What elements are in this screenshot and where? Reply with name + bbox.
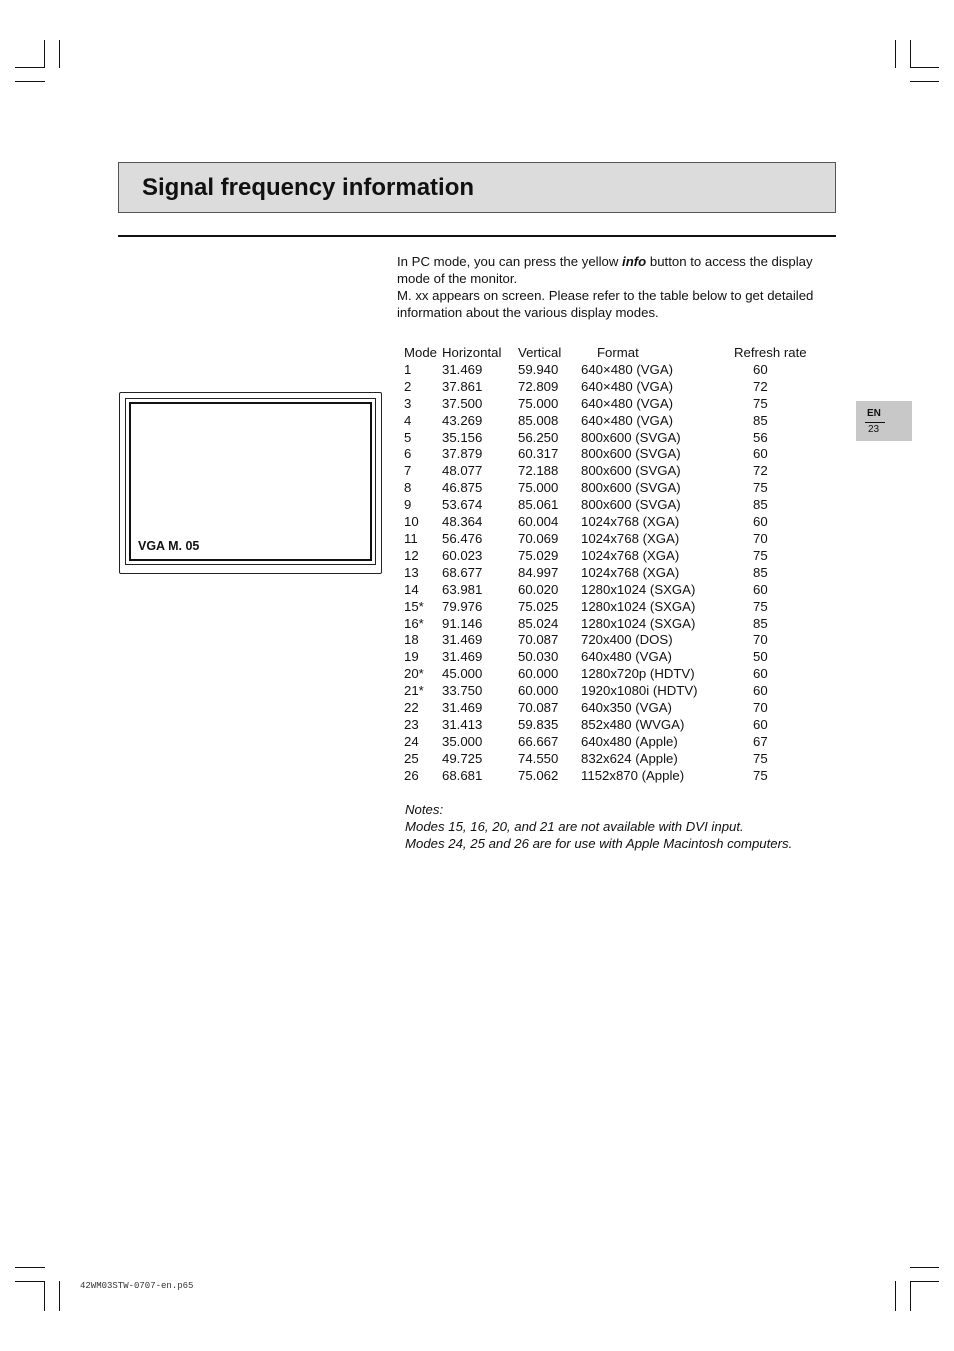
table-cell: 2 xyxy=(404,378,412,394)
table-cell: 68.677 xyxy=(442,564,483,580)
table-cell: 800x600 (SVGA) xyxy=(581,497,681,513)
column-header: Format xyxy=(597,345,639,360)
table-cell: 640×480 (VGA) xyxy=(581,361,674,377)
table-cell: 48.077 xyxy=(442,463,483,479)
table-row xyxy=(402,514,833,531)
table-cell: 832x624 (Apple) xyxy=(581,750,678,766)
table-cell: 48.364 xyxy=(442,514,483,530)
table-cell: 1024x768 (XGA) xyxy=(581,564,680,580)
table-row xyxy=(402,599,833,616)
title-box xyxy=(118,162,836,213)
table-cell: 19 xyxy=(404,649,419,665)
table-cell: 31.469 xyxy=(442,700,483,716)
table-cell: 63.981 xyxy=(442,581,483,597)
table-cell: 6 xyxy=(404,446,412,462)
table-row xyxy=(402,666,833,683)
table-cell: 22 xyxy=(404,700,419,716)
notes xyxy=(405,801,925,852)
table-cell: 852x480 (WVGA) xyxy=(581,716,685,732)
table-row xyxy=(402,768,833,785)
table-cell: 25 xyxy=(404,750,419,766)
table-cell: 1280x1024 (SXGA) xyxy=(581,615,696,631)
table-cell: 43.269 xyxy=(442,412,483,428)
table-cell: 14 xyxy=(404,581,419,597)
table-cell: 72 xyxy=(753,463,768,479)
table-cell: 60 xyxy=(753,666,768,682)
crop-mark xyxy=(44,40,45,68)
table-cell: 85 xyxy=(753,564,768,580)
table-cell: 9 xyxy=(404,497,412,513)
table-row xyxy=(402,649,833,666)
table-cell: 60.000 xyxy=(518,683,559,699)
table-header-row xyxy=(402,345,833,362)
table-cell: 15* xyxy=(404,598,424,614)
table-row xyxy=(402,683,833,700)
table-cell: 74.550 xyxy=(518,750,559,766)
table-row xyxy=(402,734,833,751)
table-cell: 50.030 xyxy=(518,649,559,665)
table-row xyxy=(402,531,833,548)
crop-mark xyxy=(15,1267,45,1268)
language-tab xyxy=(856,401,912,441)
table-cell: 35.156 xyxy=(442,429,483,445)
table-cell: 85 xyxy=(753,412,768,428)
table-cell: 31.413 xyxy=(442,716,483,732)
table-cell: 720x400 (DOS) xyxy=(581,632,673,648)
table-cell: 1 xyxy=(404,361,412,377)
table-cell: 12 xyxy=(404,547,419,563)
table-cell: 85 xyxy=(753,615,768,631)
table-cell: 70.087 xyxy=(518,700,559,716)
crop-mark xyxy=(59,40,60,68)
table-cell: 60 xyxy=(753,361,768,377)
table-row xyxy=(402,497,833,514)
table-cell: 59.835 xyxy=(518,716,559,732)
table-cell: 800x600 (SVGA) xyxy=(581,480,681,496)
table-cell: 85.008 xyxy=(518,412,559,428)
table-cell: 8 xyxy=(404,480,412,496)
intro-text-part: In PC mode, you can press the yellow xyxy=(397,254,623,269)
table-row xyxy=(402,565,833,582)
table-cell: 75 xyxy=(753,480,768,496)
table-cell: 60.020 xyxy=(518,581,559,597)
table-row xyxy=(402,548,833,565)
table-row xyxy=(402,446,833,463)
table-cell: 60 xyxy=(753,683,768,699)
table-cell: 75.000 xyxy=(518,395,559,411)
crop-mark xyxy=(44,1281,45,1311)
table-row xyxy=(402,480,833,497)
note-line: Modes 24, 25 and 26 are for use with Apple Macintosh computers. xyxy=(405,836,793,851)
crop-mark xyxy=(895,1281,896,1311)
table-cell: 72.188 xyxy=(518,463,559,479)
crop-mark xyxy=(15,1281,45,1282)
table-row xyxy=(402,751,833,768)
table-cell: 1024x768 (XGA) xyxy=(581,547,680,563)
info-button-name: info xyxy=(622,254,647,269)
table-cell: 56.476 xyxy=(442,530,483,546)
table-cell: 60.317 xyxy=(518,446,559,462)
table-cell: 59.940 xyxy=(518,361,559,377)
table-cell: 21* xyxy=(404,683,424,699)
table-row xyxy=(402,700,833,717)
table-cell: 1280x720p (HDTV) xyxy=(581,666,695,682)
table-row xyxy=(402,413,833,430)
table-cell: 640×480 (VGA) xyxy=(581,378,674,394)
table-cell: 640×480 (VGA) xyxy=(581,395,674,411)
table-cell: 70 xyxy=(753,700,768,716)
table-row xyxy=(402,616,833,633)
table-cell: 75 xyxy=(753,598,768,614)
column-header: Mode xyxy=(404,345,437,360)
table-row xyxy=(402,632,833,649)
table-cell: 16* xyxy=(404,615,424,631)
monitor-bezel xyxy=(125,398,376,565)
table-cell: 60 xyxy=(753,581,768,597)
table-cell: 800x600 (SVGA) xyxy=(581,463,681,479)
table-row xyxy=(402,430,833,447)
table-cell: 66.667 xyxy=(518,733,559,749)
intro-paragraph-1 xyxy=(397,253,842,287)
table-row xyxy=(402,463,833,480)
header-rule xyxy=(118,235,836,237)
tab-divider xyxy=(865,422,885,423)
table-cell: 75 xyxy=(753,767,768,783)
table-row xyxy=(402,396,833,413)
crop-mark xyxy=(895,40,896,68)
table-cell: 70.069 xyxy=(518,530,559,546)
table-cell: 60.004 xyxy=(518,514,559,530)
notes-heading: Notes: xyxy=(405,802,444,817)
table-cell: 75 xyxy=(753,547,768,563)
table-cell: 4 xyxy=(404,412,412,428)
table-cell: 75 xyxy=(753,750,768,766)
table-cell: 31.469 xyxy=(442,632,483,648)
display-modes-table xyxy=(402,345,833,785)
table-cell: 1024x768 (XGA) xyxy=(581,530,680,546)
table-cell: 1152x870 (Apple) xyxy=(581,767,685,783)
table-cell: 70.087 xyxy=(518,632,559,648)
footer-filename: 42WM03STW-0707-en.p65 xyxy=(80,1281,194,1291)
table-cell: 84.997 xyxy=(518,564,559,580)
table-cell: 91.146 xyxy=(442,615,483,631)
page-title: Signal frequency information xyxy=(142,174,475,201)
table-cell: 72.809 xyxy=(518,378,559,394)
table-row xyxy=(402,582,833,599)
table-cell: 46.875 xyxy=(442,480,483,496)
table-cell: 640x350 (VGA) xyxy=(581,700,672,716)
table-cell: 45.000 xyxy=(442,666,483,682)
table-cell: 75.025 xyxy=(518,598,559,614)
crop-mark xyxy=(15,67,45,68)
table-cell: 70 xyxy=(753,530,768,546)
table-cell: 1920x1080i (HDTV) xyxy=(581,683,698,699)
crop-mark xyxy=(910,67,939,68)
table-body xyxy=(402,362,833,785)
table-cell: 67 xyxy=(753,733,768,749)
table-cell: 5 xyxy=(404,429,412,445)
table-cell: 60.023 xyxy=(442,547,483,563)
table-cell: 33.750 xyxy=(442,683,483,699)
crop-mark xyxy=(910,1281,939,1282)
table-cell: 31.469 xyxy=(442,361,483,377)
crop-mark xyxy=(910,40,911,68)
table-cell: 85.061 xyxy=(518,497,559,513)
table-cell: 75.029 xyxy=(518,547,559,563)
table-cell: 13 xyxy=(404,564,419,580)
crop-mark xyxy=(15,81,45,82)
table-cell: 75 xyxy=(753,395,768,411)
table-cell: 1280x1024 (SXGA) xyxy=(581,598,696,614)
language-code: EN xyxy=(867,408,881,419)
crop-mark xyxy=(910,81,939,82)
intro-paragraph-2: M. xx appears on screen. Please refer to the table below to get detailed information about the various display modes. xyxy=(397,288,814,320)
table-cell: 75.062 xyxy=(518,767,559,783)
table-cell: 37.879 xyxy=(442,446,483,462)
table-cell: 640x480 (Apple) xyxy=(581,733,678,749)
table-cell: 53.674 xyxy=(442,497,483,513)
page-number: 23 xyxy=(868,424,880,435)
intro-text-part: button to access the display mode of the monitor. xyxy=(397,254,813,286)
table-cell: 60 xyxy=(753,446,768,462)
table-cell: 70 xyxy=(753,632,768,648)
table-cell: 26 xyxy=(404,767,419,783)
crop-mark xyxy=(910,1267,939,1268)
table-cell: 24 xyxy=(404,733,419,749)
table-cell: 37.500 xyxy=(442,395,483,411)
table-cell: 79.976 xyxy=(442,598,483,614)
table-cell: 23 xyxy=(404,716,419,732)
table-cell: 10 xyxy=(404,514,419,530)
table-cell: 1280x1024 (SXGA) xyxy=(581,581,696,597)
column-header: Refresh rate xyxy=(734,345,807,360)
table-cell: 11 xyxy=(404,530,418,546)
note-line: Modes 15, 16, 20, and 21 are not available with DVI input. xyxy=(405,819,744,834)
table-cell: 7 xyxy=(404,463,412,479)
table-cell: 56 xyxy=(753,429,768,445)
osd-mode-label: VGA M. 05 xyxy=(138,539,200,553)
column-header: Horizontal xyxy=(442,345,502,360)
table-cell: 640x480 (VGA) xyxy=(581,649,672,665)
table-cell: 18 xyxy=(404,632,419,648)
monitor-screen xyxy=(129,402,372,561)
table-cell: 3 xyxy=(404,395,412,411)
table-row xyxy=(402,362,833,379)
table-cell: 800x600 (SVGA) xyxy=(581,446,681,462)
table-cell: 800x600 (SVGA) xyxy=(581,429,681,445)
table-cell: 60 xyxy=(753,514,768,530)
table-cell: 35.000 xyxy=(442,733,483,749)
table-cell: 85 xyxy=(753,497,768,513)
table-cell: 50 xyxy=(753,649,768,665)
table-cell: 75.000 xyxy=(518,480,559,496)
table-cell: 37.861 xyxy=(442,378,483,394)
column-header: Vertical xyxy=(518,345,562,360)
table-cell: 56.250 xyxy=(518,429,559,445)
table-cell: 68.681 xyxy=(442,767,483,783)
crop-mark xyxy=(910,1281,911,1311)
table-cell: 60.000 xyxy=(518,666,559,682)
table-cell: 20* xyxy=(404,666,424,682)
table-cell: 1024x768 (XGA) xyxy=(581,514,680,530)
table-cell: 72 xyxy=(753,378,768,394)
table-row xyxy=(402,717,833,734)
table-cell: 85.024 xyxy=(518,615,559,631)
crop-mark xyxy=(59,1281,60,1311)
table-cell: 60 xyxy=(753,716,768,732)
table-row xyxy=(402,379,833,396)
table-cell: 31.469 xyxy=(442,649,483,665)
monitor-illustration xyxy=(119,392,382,574)
table-cell: 49.725 xyxy=(442,750,483,766)
table-cell: 640×480 (VGA) xyxy=(581,412,674,428)
intro-text xyxy=(397,253,842,321)
